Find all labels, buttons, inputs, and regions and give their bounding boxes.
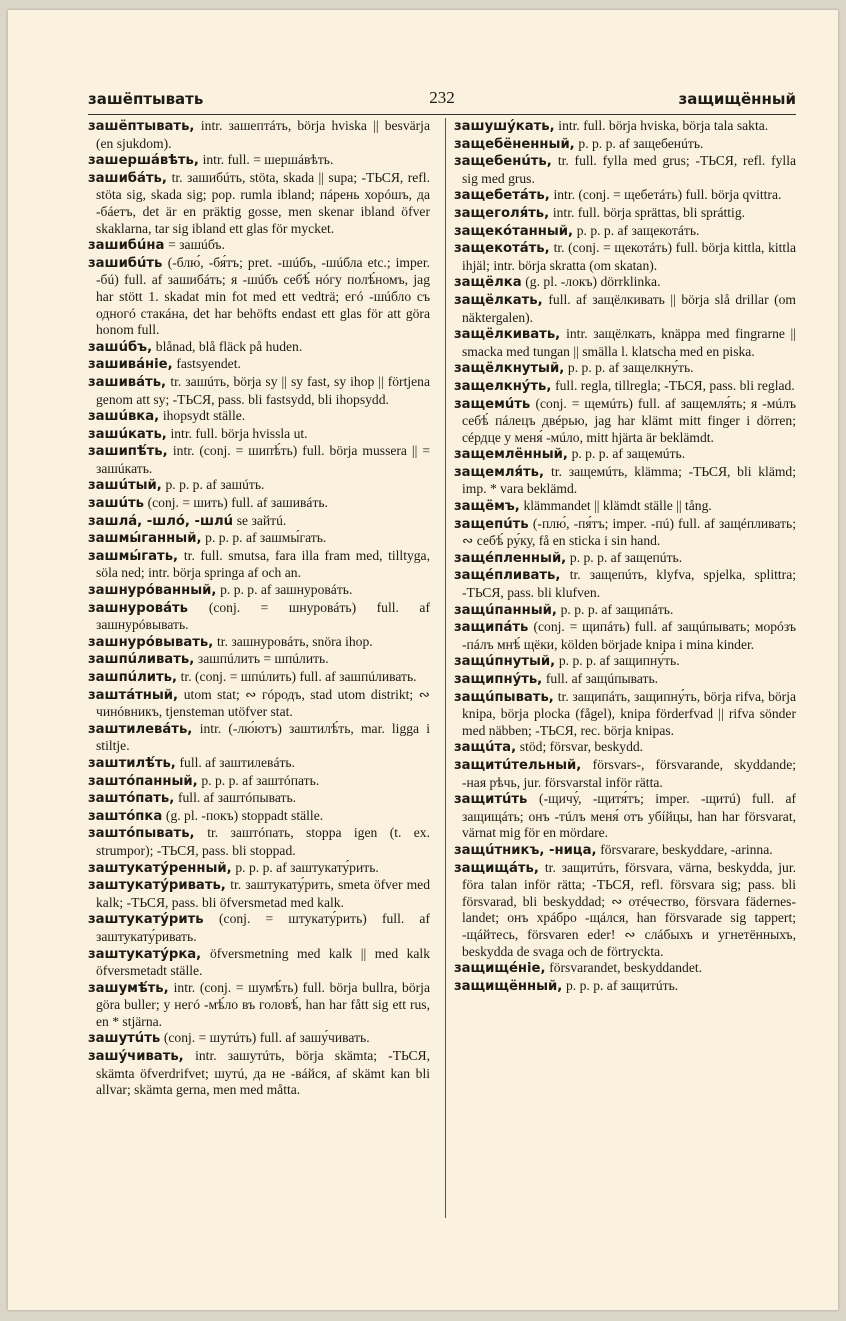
dictionary-entry <box>88 237 430 255</box>
entry-definition: försvars-, försvarande, skyddande; -ная рѣчь, jur. försvarstal inför rätta. <box>462 756 796 790</box>
entry-headword: защебёненный, <box>454 136 575 152</box>
dictionary-entry <box>88 356 430 374</box>
dictionary-entry <box>454 671 796 689</box>
running-head <box>88 88 796 110</box>
dictionary-entry <box>454 791 796 842</box>
entry-headword: защищáть, <box>454 860 539 876</box>
dictionary-entry <box>88 825 430 859</box>
dictionary-entry <box>88 980 430 1031</box>
dictionary-entry <box>88 860 430 878</box>
dictionary-entry <box>88 426 430 444</box>
entry-definition: (conj. = шнуровáть) full. af зашнурóвывать. <box>96 599 430 633</box>
entry-definition: se зайтú. <box>236 512 287 528</box>
dictionary-entry <box>454 464 796 498</box>
entry-headword: защепúть <box>454 516 529 532</box>
entry-definition: full. af защúпывать. <box>545 671 659 686</box>
entry-definition: (conj. = щемúть) full. af защемля́ть; я -мúлъ себѣ́ пáлецъ двéрью, jag har klämt mitt finger i dörren; сéрдце у меня́ -мúло, mitt hjärta är beklämdt. <box>462 395 796 445</box>
dictionary-entry <box>454 240 796 274</box>
dictionary-entry <box>88 443 430 477</box>
entry-definition: (conj. = шить) full. af зашивáть. <box>147 495 328 511</box>
entry-headword: защёлкнутый, <box>454 361 565 377</box>
entry-headword: зашершáвѣть, <box>88 153 199 169</box>
entry-definition: intr. зашутúть, börja skämta; -ТЬСЯ, skämta öfverdrifvet; шутú, да не -вáйся, af skämt kan bli allvar; skämta gerna, men med måtta. <box>96 1048 430 1098</box>
header-rule <box>88 114 796 115</box>
entry-headword: заштóпать, <box>88 791 175 807</box>
dictionary-entry <box>454 223 796 241</box>
entry-headword: заштилевáть, <box>88 721 193 737</box>
dictionary-entry <box>454 567 796 601</box>
dictionary-entry <box>454 274 796 292</box>
entry-headword: защитúтельный, <box>454 757 582 773</box>
entry-definition: tr. зашúть, börja sy || sy fast, sy ihop || förtjena genom att sy; -ТЬСЯ, pass. bli fastsydd, bli ihopsydd. <box>96 373 430 407</box>
dictionary-entry <box>454 739 796 757</box>
entry-headword: зашнурóванный, <box>88 583 217 599</box>
dictionary-entry <box>88 808 430 826</box>
dictionary-entry <box>88 600 430 634</box>
entry-definition: stöd; försvar, beskydd. <box>519 739 644 755</box>
dictionary-entry <box>88 877 430 911</box>
entry-definition: full. regla, tillregla; -ТЬСЯ, pass. bli reglad. <box>555 377 795 393</box>
entry-definition: tr. заштóпать, stoppa igen (t. ex. strumpor); -ТЬСЯ, pass. bli stoppad. <box>96 825 430 858</box>
entry-definition: intr. full. = шершáвѣть. <box>202 152 334 168</box>
entry-headword: защéпливать, <box>454 568 561 584</box>
entry-headword: защúпнутый, <box>454 654 556 670</box>
entry-definition: p. p. p. af защемúть. <box>571 446 686 462</box>
entry-definition: (conj. = штукату́рить) full. af заштукату́ривать. <box>96 911 430 944</box>
entry-definition: tr. зашибúть, stöta, skada || supa; -ТЬСЯ, refl. stöta sig, skada sig; pop. rumla ibland; пáрень хорóшъ, да -бáетъ, det är en präktig gosse, men skenar ibland öfver skaklarna, tar sig ibland ett glas för mycket. <box>96 169 430 236</box>
entry-headword: заштáтный, <box>88 687 179 703</box>
entry-definition: p. p. p. af защитúть. <box>566 977 679 993</box>
dictionary-entry <box>88 1048 430 1099</box>
dictionary-entry <box>454 550 796 568</box>
dictionary-entry <box>88 374 430 408</box>
entry-definition: (g. pl. -локъ) dörrklinka. <box>525 274 661 290</box>
entry-definition: p. p. p. af зашмы́гать. <box>205 530 327 546</box>
dictionary-entry <box>88 755 430 773</box>
dictionary-entry <box>454 757 796 791</box>
dictionary-entry <box>88 339 430 357</box>
entry-headword: защёлкать, <box>454 292 543 308</box>
dictionary-entry <box>454 446 796 464</box>
entry-definition: (-блю́, -бя́тъ; pret. -шúбъ, -шúбла etc.; imper. -бú) full. af зашибáть; я -шúбъ себѣ́ нóгу полѣ́номъ, jag har stött 1. skadat min fot med ett vedträ; егó -шúбло съ одногó стакáна, det har behöfts endast ett glas för att göra honom full. <box>96 254 430 338</box>
entry-headword: защемля́ть, <box>454 464 544 480</box>
entry-headword: зашипѣ́ть, <box>88 444 168 460</box>
entry-headword: зашёптывать, <box>88 119 195 134</box>
entry-headword: зашумѣ́ть, <box>88 980 169 996</box>
dictionary-entry <box>88 408 430 426</box>
entry-definition: tr. защемúть, klämma; -ТЬСЯ, bli klämd; imp. * vara beklämd. <box>462 463 796 497</box>
entry-headword: зашмы́гать, <box>88 548 179 564</box>
dictionary-entry <box>88 669 430 687</box>
entry-headword: зашúкать, <box>88 426 167 442</box>
dictionary-entry <box>88 1030 430 1048</box>
dictionary-entry <box>454 153 796 187</box>
dictionary-entry <box>88 773 430 791</box>
dictionary-entry <box>454 653 796 671</box>
entry-definition: intr. (conj. = щебетáть) full. börja qvittra. <box>553 187 782 203</box>
entry-definition: utom stat; ∾ гóродъ, stad utom distrikt; ∾ чинóвникъ, tjensteman utöfver stat. <box>96 686 430 720</box>
dictionary-entry <box>454 396 796 447</box>
entry-headword: зашúвка, <box>88 409 160 425</box>
entry-headword: зашивáть, <box>88 374 167 390</box>
dictionary-entry <box>88 513 430 531</box>
entry-definition: tr. защитúть, försvara, värna, beskydda, jur. föra talan inför rätta; -ТЬСЯ, refl. försvara sig; pass. bli försvarad, bli beskyddad; ∾ отéчество, försvara fädernes-landet; онъ хрáбро -щáлся, han försvarade sig tappert; -щáйтесь, försvaren eder! ∾ слáбыхъ и угнетённыхъ, beskydda de svaga och de förtryckta. <box>462 859 796 959</box>
entry-headword: зашушу́кать, <box>454 119 555 134</box>
entry-headword: зашпúлить, <box>88 670 177 685</box>
entry-headword: зашлá, -шлó, -шлú <box>88 513 234 529</box>
dictionary-entry <box>454 136 796 154</box>
entry-headword: заштукату́рка, <box>88 946 202 962</box>
dictionary-entry <box>454 516 796 550</box>
entry-definition: (g. pl. -покъ) stoppadt ställe. <box>165 807 324 823</box>
entry-headword: заштукату́ривать, <box>88 878 226 894</box>
dictionary-entry <box>88 152 430 170</box>
entry-headword: защёлка <box>454 275 522 291</box>
entry-headword: зашúтый, <box>88 478 162 494</box>
entry-definition: tr. full. smutsa, fara illa fram med, tilltyga, söla ned; intr. börja springa af och an. <box>96 547 430 581</box>
entry-headword: заштóпка <box>88 808 163 824</box>
entry-headword: защúтникъ, -ница, <box>454 842 597 858</box>
running-head-left: зашёптывать <box>88 90 204 108</box>
entry-definition: p. p. p. af защипну́ть. <box>558 653 680 669</box>
entry-definition: öfversmetning med kalk || med kalk öfversmetadt ställe. <box>96 945 430 979</box>
entry-headword: заштилѣ́ть, <box>88 755 176 771</box>
entry-headword: заштóпывать, <box>88 826 195 842</box>
right-column <box>454 118 796 1228</box>
entry-headword: защищéніе, <box>454 961 546 977</box>
dictionary-entry <box>454 378 796 396</box>
entry-definition: intr. (conj. = шипѣ́ть) full. börja mussera || = зашúкать. <box>96 443 430 476</box>
entry-definition: (-щичу́, -щитя́тъ; imper. -щитú) full. af защищáть; онъ -тúлъ меня́ отъ убíйцы, han har försvarat, värnat mig för en mördare. <box>462 791 796 841</box>
entry-definition: tr. защипáть, защипну́ть, börja rifva, börja knipa, börja plocka (fågel), knipa förderfvad || rifva sönder med näbben; -ТЬСЯ, rec. börja knipas. <box>462 688 796 738</box>
entry-headword: защúта, <box>454 740 517 756</box>
entry-definition: full. af заштилевáть. <box>179 754 296 770</box>
entry-definition: försvarare, beskyddare, -arinna. <box>600 841 773 857</box>
entry-definition: (conj. = шутúть) full. af зашу́чивать. <box>163 1030 370 1046</box>
dictionary-entry <box>88 911 430 945</box>
dictionary-entry <box>454 960 796 978</box>
entry-headword: зашúбъ, <box>88 339 153 355</box>
entry-headword: защемлённый, <box>454 447 568 463</box>
dictionary-entry <box>454 619 796 653</box>
entry-definition: p. p. p. af заштóпать. <box>201 772 320 788</box>
dictionary-entry <box>454 978 796 996</box>
entry-headword: заштукату́рить <box>88 912 204 928</box>
entry-headword: зашúть <box>88 496 144 512</box>
dictionary-page <box>8 10 838 1310</box>
dictionary-entry <box>88 118 430 152</box>
dictionary-entry <box>88 477 430 495</box>
dictionary-entry <box>454 118 796 136</box>
entry-definition: blånad, blå fläck på huden. <box>155 338 303 354</box>
entry-headword: защитúть <box>454 792 528 808</box>
entry-headword: зашпúливать, <box>88 652 195 668</box>
entry-definition: p. p. p. af защелкну́ть. <box>567 360 694 376</box>
dictionary-entry <box>88 687 430 721</box>
entry-definition: p. p. p. af защепúть. <box>569 549 683 565</box>
entry-definition: (conj. = щипáть) full. af защúпывать; морóзъ -пáлъ мнѣ́ щёки, kölden började knipa i mina kinder. <box>462 619 796 652</box>
entry-headword: заштукату́ренный, <box>88 860 232 876</box>
entry-headword: защéпленный, <box>454 550 567 566</box>
dictionary-entry <box>88 634 430 652</box>
entry-headword: защёлкивать, <box>454 327 561 343</box>
entry-definition: intr. full. börja sprättas, bli spráttig. <box>552 204 746 220</box>
entry-definition: intr. full. börja hvissla ut. <box>170 425 308 441</box>
entry-headword: защемúть <box>454 396 531 412</box>
entry-headword: заштóпанный, <box>88 773 198 789</box>
dictionary-entry <box>88 495 430 513</box>
entry-headword: защипну́ть, <box>454 672 543 687</box>
dictionary-entry <box>454 292 796 326</box>
entry-definition: full. af защёлкивать || börja slå drillar (om näktergalen). <box>462 291 796 325</box>
dictionary-entry <box>454 689 796 740</box>
entry-headword: защúпанный, <box>454 602 557 618</box>
entry-definition: intr. зашептáть, börja hviska || besvärja (en sjukdom). <box>96 118 430 151</box>
entry-headword: зашибáть, <box>88 170 167 186</box>
entry-headword: защебетáть, <box>454 188 550 204</box>
entry-definition: tr. защепúть, klyfva, spjelka, splittra; -ТЬСЯ, pass. bli klufven. <box>462 567 796 601</box>
entry-definition: tr. (conj. = щекотáть) full. börja kittla, kittla ihjäl; intr. börja skratta (om skatan). <box>462 240 796 273</box>
dictionary-entry <box>88 530 430 548</box>
dictionary-entry <box>454 860 796 961</box>
entry-definition: intr. защёлкать, knäppa med fingrarne || smacka med tungan || smälla l. klatscha med en piska. <box>462 326 796 359</box>
dictionary-entry <box>88 582 430 600</box>
entry-headword: защипáть <box>454 620 529 636</box>
dictionary-entry <box>88 790 430 808</box>
entry-definition: p. p. p. af защебенúть. <box>578 135 704 151</box>
entry-definition: p. p. p. af зашнуровáть. <box>220 582 353 598</box>
entry-headword: защекóтанный, <box>454 223 574 239</box>
entry-definition: tr. full. fylla med grus; -ТЬСЯ, refl. fylla sig med grus. <box>462 153 796 186</box>
running-head-right: защищённый <box>678 90 796 108</box>
entry-headword: зашивáніе, <box>88 357 173 373</box>
entry-definition: tr. зашнуровáть, snöra ihop. <box>216 633 373 649</box>
dictionary-entry <box>454 187 796 205</box>
entry-headword: защúпывать, <box>454 689 554 705</box>
dictionary-entry <box>88 946 430 980</box>
entry-headword: защебенúть, <box>454 154 552 170</box>
entry-definition: зашпúлить = шпúлить. <box>197 651 329 667</box>
entry-headword: защеголя́ть, <box>454 205 550 221</box>
page-number: 232 <box>429 88 455 107</box>
entry-definition: intr. full. börja hviska, börja tala sakta. <box>558 118 769 133</box>
entry-definition: intr. (conj. = шумѣ́ть) full. börja bullra, börja göra buller; у негó -мѣ́ло въ головѣ́, han har fått sig ett rus, en * stjärna. <box>96 979 430 1029</box>
entry-definition: p. p. p. af защипáть. <box>560 601 674 617</box>
entry-definition: ihopsydt ställe. <box>162 408 246 424</box>
entry-headword: зашутúть <box>88 1031 161 1047</box>
entry-definition: = зашúбъ. <box>168 237 225 253</box>
column-divider <box>445 118 446 1218</box>
entry-definition: p. p. p. af защекотáть. <box>576 222 700 238</box>
entry-headword: зашу́чивать, <box>88 1049 184 1065</box>
entry-headword: зашмы́ганный, <box>88 531 202 547</box>
dictionary-entry <box>88 170 430 237</box>
dictionary-entry <box>454 602 796 620</box>
entry-definition: p. p. p. af зашúть. <box>165 477 265 493</box>
dictionary-entry <box>454 498 796 516</box>
left-column <box>88 118 430 1228</box>
dictionary-entry <box>454 842 796 860</box>
entry-definition: intr. (-лю́ютъ) заштилѣ́ть, mar. ligga i stiltje. <box>96 720 430 754</box>
entry-headword: защёмъ, <box>454 499 520 515</box>
dictionary-entry <box>88 721 430 755</box>
entry-headword: зашибúна <box>88 238 165 254</box>
entry-definition: försvarandet, beskyddandet. <box>549 960 703 976</box>
dictionary-entry <box>454 326 796 360</box>
dictionary-entry <box>454 360 796 378</box>
dictionary-entry <box>454 205 796 223</box>
entry-definition: tr. (conj. = шпúлить) full. af зашпúливать. <box>180 669 417 684</box>
entry-definition: full. af заштóпывать. <box>177 790 297 806</box>
entry-definition: p. p. p. af заштукату́рить. <box>235 859 379 875</box>
entry-definition: klämmandet || klämdt ställe || tång. <box>523 498 712 514</box>
dictionary-entry <box>88 651 430 669</box>
dictionary-entry <box>88 255 430 339</box>
dictionary-entry <box>88 548 430 582</box>
entry-definition: (-плю́, -пя́тъ; imper. -пú) full. af защéпливать; ∾ себѣ́ ру́ку, få en sticka i sin hand. <box>462 515 796 549</box>
entry-headword: защелкну́ть, <box>454 378 552 394</box>
entry-headword: зашнуровáть <box>88 600 189 616</box>
entry-headword: защищённый, <box>454 978 563 994</box>
entry-definition: fastsyendet. <box>176 356 241 372</box>
entry-headword: зашнурóвывать, <box>88 634 214 650</box>
entry-headword: защекотáть, <box>454 241 550 257</box>
entry-headword: зашибúть <box>88 255 163 271</box>
entry-definition: tr. заштукату́рить, smeta öfver med kalk; -ТЬСЯ, pass. bli öfversmetad med kalk. <box>96 877 430 910</box>
